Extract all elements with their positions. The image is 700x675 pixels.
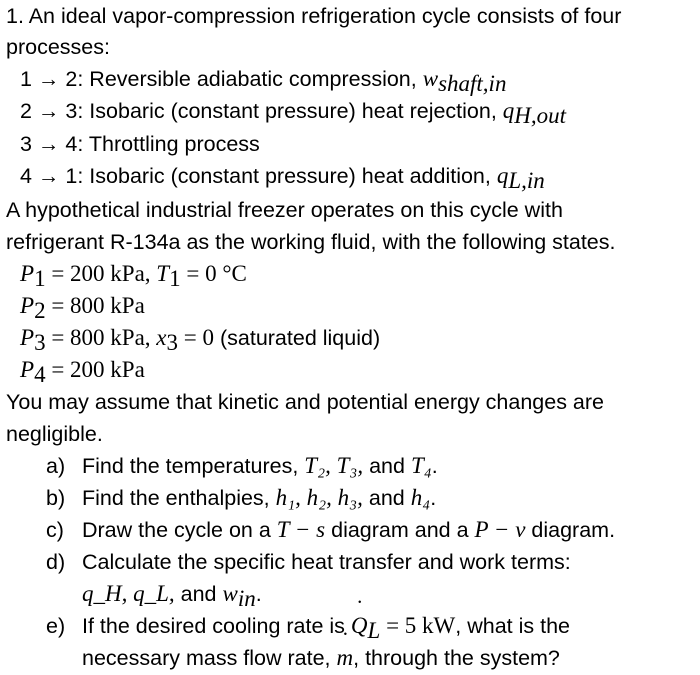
question-d-vars: q_H, q_L, [82, 581, 175, 606]
process-symbol: q [502, 98, 515, 123]
question-d-and: and [174, 582, 223, 606]
process-3-4 [20, 128, 260, 160]
question-c-pv: P − v [474, 517, 526, 542]
process-symbol: w [422, 66, 439, 91]
question-c-ts: T − s [276, 517, 326, 542]
question-e-text2: , what is the [455, 614, 570, 638]
state-3-x-symbol: x [156, 325, 167, 350]
question-e-line2b: , through the system? [353, 646, 560, 670]
question-e-value: = 5 kW [380, 613, 456, 638]
question-d-win-sub: in [237, 586, 256, 611]
process-symbol-sub: shaft,in [438, 71, 507, 96]
state-3-p-value: = 800 kPa, [45, 325, 157, 350]
state-1-t-sub: 1 [169, 266, 181, 291]
state-4-p-sub: 4 [34, 362, 46, 387]
question-e-m: ˙ m [337, 642, 354, 674]
question-b-label: b) [46, 486, 66, 510]
state-3-x-sub: 3 [166, 330, 179, 355]
question-d-win: w [222, 581, 238, 606]
state-2-p-value: = 800 kPa [45, 293, 145, 318]
state-3-p-sub: 3 [34, 330, 46, 355]
state-3-p-symbol: P [20, 325, 35, 350]
state-1-p-sub: 1 [34, 266, 46, 291]
state-4-p-value: = 200 kPa [45, 357, 145, 382]
question-e-q: ˙ Q [351, 610, 368, 642]
question-a [46, 450, 438, 482]
question-e-q-sub: L [367, 618, 381, 643]
state-2-p-sub: 2 [34, 298, 46, 323]
process-2-3 [20, 95, 566, 127]
question-d-label: d) [46, 550, 66, 574]
state-1-t-value: = 0 °C [180, 261, 247, 286]
question-e-label: e) [46, 614, 66, 638]
state-1-p-value: = 200 kPa, [45, 261, 157, 286]
description-line-1: A hypothetical industrial freezer operates on this cycle with [6, 198, 563, 222]
question-b-last: h₄ [410, 485, 431, 510]
state-2 [20, 290, 145, 322]
question-d [46, 546, 571, 578]
question-c-label: c) [46, 518, 64, 542]
question-e-text: If the desired cooling rate is [82, 614, 351, 638]
state-3-note: (saturated liquid) [214, 326, 381, 350]
question-a-text: Find the temperatures, [82, 454, 305, 478]
question-c [46, 514, 615, 546]
question-d-continued [82, 578, 262, 610]
process-label: 3 → 4: Throttling process [20, 132, 260, 156]
process-4-1 [20, 160, 545, 192]
question-e [46, 610, 570, 642]
question-c-text: Draw the cycle on a [82, 518, 277, 542]
assumption-line-1: You may assume that kinetic and potential energy changes are [6, 390, 605, 414]
process-symbol-sub: L,in [508, 168, 545, 193]
state-2-p-symbol: P [20, 293, 35, 318]
question-c-end: diagram. [525, 518, 616, 542]
state-1-t-symbol: T [156, 261, 170, 286]
question-b-and: and [362, 486, 411, 510]
state-4-p-symbol: P [20, 357, 35, 382]
question-a-last: T₄ [410, 453, 432, 478]
question-b-vars: h₁, h₂, h₃, [275, 485, 363, 510]
question-a-and: and [363, 454, 411, 478]
question-e-line2a: necessary mass flow rate, [82, 646, 337, 670]
question-a-vars: T₂, T₃, [304, 453, 364, 478]
intro-line-1: 1. An ideal vapor-compression refrigeration cycle consists of four [6, 4, 622, 28]
question-b [46, 482, 436, 514]
state-4 [20, 354, 145, 386]
state-1-p-symbol: P [20, 261, 35, 286]
question-c-mid: diagram and a [325, 518, 475, 542]
question-a-end: . [431, 454, 438, 478]
process-symbol-sub: H,out [514, 103, 567, 128]
state-1 [20, 258, 247, 290]
process-label: 4 → 1: Isobaric (constant pressure) heat addition, [20, 164, 491, 188]
process-label: 1 → 2: Reversible adiabatic compression, [20, 67, 417, 91]
question-a-label: a) [46, 454, 66, 478]
state-3-x-value: = 0 [178, 325, 214, 350]
process-symbol: q [496, 163, 509, 188]
question-d-text: Calculate the specific heat transfer and work terms: [82, 550, 571, 574]
question-b-end: . [430, 486, 437, 510]
assumption-line-2: negligible. [6, 422, 103, 446]
question-e-continued [82, 642, 560, 674]
question-d-end: . [255, 582, 262, 606]
intro-line-2: processes: [6, 35, 110, 59]
process-1-2 [20, 63, 506, 95]
description-line-2: refrigerant R-134a as the working fluid, with the following states. [6, 230, 616, 254]
state-3 [20, 322, 380, 354]
question-b-text: Find the enthalpies, [82, 486, 276, 510]
process-label: 2 → 3: Isobaric (constant pressure) heat rejection, [20, 99, 497, 123]
